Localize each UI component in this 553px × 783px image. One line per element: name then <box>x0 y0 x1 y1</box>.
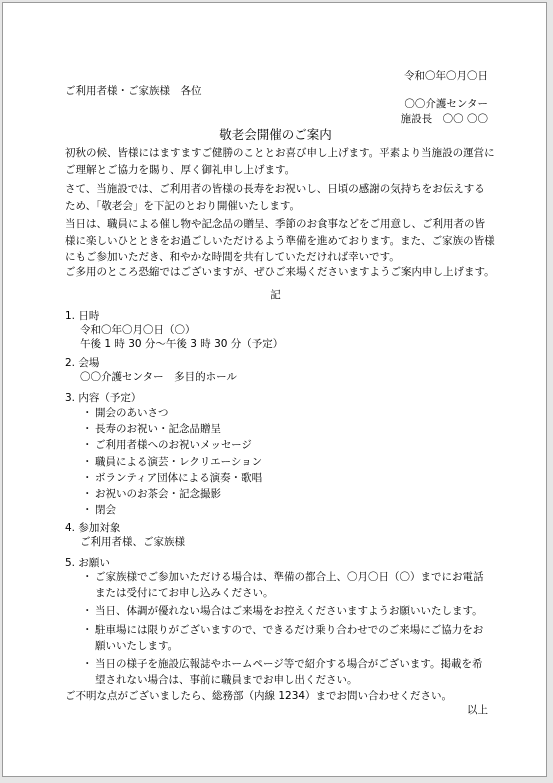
bullet-icon: ・ <box>82 504 93 517</box>
bullet-icon: ・ <box>82 605 93 618</box>
document-page <box>2 2 547 777</box>
list-item: ・ 閉会 <box>82 502 492 518</box>
bullet-icon: ・ <box>82 407 93 419</box>
bullet-icon: ・ <box>82 488 93 501</box>
list-item: ・ 職員による演芸・レクリエーション <box>82 454 492 470</box>
bullet-icon: ・ <box>82 423 93 436</box>
document-title: 敬老会開催のご案内 <box>219 127 332 142</box>
sender-facility: 〇〇介護センター <box>404 98 488 110</box>
event-time: 午後 1 時 30 分～午後 3 時 30 分（予定） <box>80 338 284 350</box>
section-datetime-heading: 1. 日時 <box>65 310 100 322</box>
list-item: ・ ご家族様でご参加いただける場合は、準備の都合上、〇月〇日（〇）までにお電話または受付にてお申し込みください。 <box>82 571 484 600</box>
ki-heading: 記 <box>270 289 281 301</box>
program-list <box>82 405 492 518</box>
list-item: ・ 長寿のお祝い・記念品贈呈 <box>82 421 492 437</box>
bullet-icon: ・ <box>82 455 93 468</box>
recipient-line: ご利用者様・ご家族様 各位 <box>65 85 202 97</box>
list-item: ・ 当日の様子を施設広報誌やホームページ等で紹介する場合がございます。掲載を希望されない場合は、事前に職員までお申し出ください。 <box>82 658 483 687</box>
requests-list <box>82 569 492 690</box>
list-item: ・ 当日、体調が優れない場合はご来場をお控えくださいますようお願いいたします。 <box>82 603 492 619</box>
event-description-paragraph: 当日は、職員による催し物や記念品の贈呈、季節のお食事などをご用意し、ご利用者の皆様に楽しいひとときをお過ごしいただけるよう準備を進めております。また、ご家族の皆様にもご参加いただき、和やかな時間を共有していただければ幸いです。 <box>65 218 495 263</box>
ijou-closing: 以上 <box>467 704 488 716</box>
bullet-icon: ・ <box>82 658 93 671</box>
sender-director: 施設長 〇〇 〇〇 <box>400 113 488 125</box>
list-item: ・ 駐車場には限りがございますので、できるだけ乗り合わせでのご来場にご協力をお願いいたします。 <box>82 623 484 652</box>
section-requests-heading: 5. お願い <box>65 557 110 569</box>
purpose-paragraph: さて、当施設では、ご利用者の皆様の長寿をお祝いし、日頃の感謝の気持ちをお伝えするため、「敬老会」を下記のとおり開催いたします。 <box>65 183 485 212</box>
section-program-heading: 3. 内容（予定） <box>65 392 142 404</box>
list-item: ・ 開会のあいさつ <box>82 405 492 421</box>
section-participants-heading: 4. 参加対象 <box>65 522 121 534</box>
closing-inquiry: ご不明な点がございましたら、総務部（内線 1234）までお問い合わせください。 <box>65 690 453 702</box>
event-venue: 〇〇介護センター 多目的ホール <box>80 371 237 383</box>
greeting-paragraph: 初秋の候、皆様にはますますご健勝のこととお喜び申し上げます。平素より当施設の運営にご理解とご協力を賜り、厚く御礼申し上げます。 <box>65 147 495 176</box>
list-item: ・ ご利用者様へのお祝いメッセージ <box>82 437 492 453</box>
bullet-icon: ・ <box>82 471 93 484</box>
list-item: ・ ボランティア団体による演奏・歌唱 <box>82 470 492 486</box>
section-venue-heading: 2. 会場 <box>65 357 100 369</box>
participants-value: ご利用者様、ご家族様 <box>80 536 185 548</box>
bullet-icon: ・ <box>82 623 93 636</box>
bullet-icon: ・ <box>82 571 93 583</box>
bullet-icon: ・ <box>82 439 93 452</box>
list-item: ・ お祝いのお茶会・記念撮影 <box>82 486 492 502</box>
issue-date: 令和〇年〇月〇日 <box>404 70 488 82</box>
event-date: 令和〇年〇月〇日（〇） <box>80 324 196 336</box>
invitation-paragraph: ご多用のところ恐縮ではございますが、ぜひご来場くださいますようご案内申し上げます。 <box>65 266 495 278</box>
